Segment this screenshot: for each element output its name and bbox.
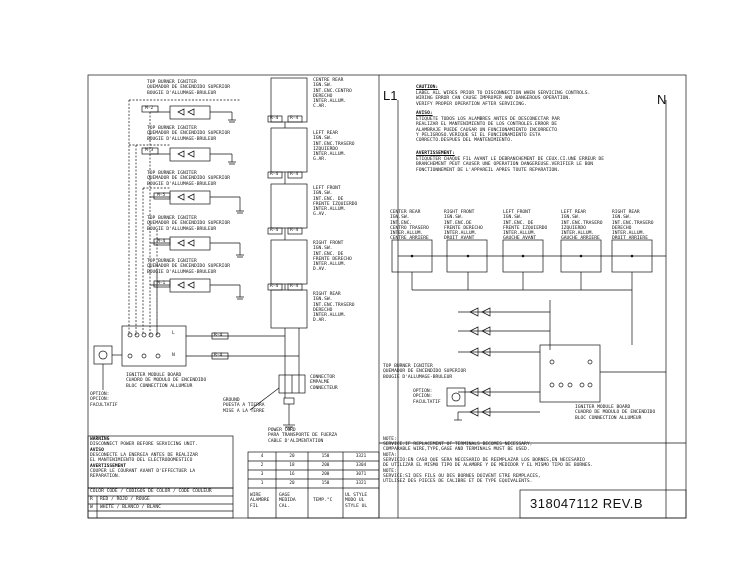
right-module-terminals bbox=[550, 360, 592, 387]
power-cord-label: POWER CORD PARA TRANSPORTE DE FUERZA CABLE D'ALIMENTATION bbox=[268, 428, 338, 444]
note-en-text: SERVICE:IF REPLACEMENT OF TERMINALS BECOMES NECESSARY, COMPARABLE WIRE,TYPE,GAGE AND TERMINALS MUST BE USED. bbox=[383, 442, 533, 453]
color-code-title: COLOR CODE / CODIGOS DE COLOR / CODE COULEUR bbox=[90, 489, 212, 494]
switch-left-front-label: LEFT FRONT IGN.SW. INT.ENC. DE FRENTE IZQUIERDO INTER.ALLUM. G.AV. bbox=[313, 186, 358, 218]
warning-title-en: WARNING bbox=[90, 437, 110, 442]
right-igniter-label: TOP BURNER IGNITER QUEMADOR DE ENCENDIDO SUPERIOR BOUGIE D'ALLUMAGE-BRULEUR bbox=[383, 364, 466, 380]
switch-left-rear-label: LEFT REAR IGN.SW. INT.ENC.TRASERO IZQUIERDO INTER.ALLUM. G.AR. bbox=[313, 131, 355, 163]
right-switch-center-rear: CENTER REAR IGN.SW. INT.ENC. CENTRO TRASERO INTER.ALLUM. CENTRE ARRIERE bbox=[390, 210, 429, 242]
color-code-row-code: W bbox=[90, 505, 93, 510]
wire-table-cell: 2 bbox=[260, 463, 264, 468]
right-switch-left-rear: LEFT REAR IGN.SW. INT.ENC.TRASERO IZQUIERDO INTER.ALLUM. GAUCHE ARRIERE bbox=[561, 210, 603, 242]
warning-text-fr: COUPER LE COURANT AVANT D'EFFECTUER LA REPARATION. bbox=[90, 469, 196, 480]
switch-center-rear-label: CENTRE REAR IGN.SW. INT.ENC.CENTRO DERECHO INTER.ALLUM. C.AR. bbox=[313, 78, 352, 110]
warning-text-en: DISCONNECT POWER BEFORE SERVICING UNIT. bbox=[90, 442, 198, 447]
right-switch-right-front: RIGHT FRONT IGN.SW. INT.ENC.DE FRENTE DERECHO INTER.ALLUM. DROIT AVANT bbox=[444, 210, 483, 242]
igniter-5-label: TOP BURNER IGNITER QUEMADOR DE ENCENDIDO SUPERIOR BOUGIE D'ALLUMAGE-BRULEUR bbox=[147, 259, 230, 275]
avertissement-title: AVERTISSEMENT: bbox=[416, 151, 455, 156]
wire-tag: R-4 bbox=[290, 284, 299, 289]
wire-table-cell: 3304 bbox=[355, 463, 367, 468]
note-es-title: NOTA: bbox=[383, 453, 397, 458]
module-terminals bbox=[128, 333, 160, 358]
switch-right-rear-label: RIGHT REAR IGN.SW. INT.ENC.TRASERO DERECHO INTER.ALLUM. D.AR. bbox=[313, 292, 355, 324]
part-number: 318047112 REV.B bbox=[530, 496, 644, 511]
module-terminal-n: N bbox=[172, 353, 175, 358]
wire-table-cell: 200 bbox=[321, 472, 330, 477]
wire-table-cell: 150 bbox=[321, 454, 330, 459]
wire-table-cell: 3071 bbox=[355, 472, 367, 477]
aviso-title: AVISO: bbox=[416, 111, 433, 116]
caution-text: LABEL ALL WIRES PRIOR TO DISCONNECTION WHEN SERVICING CONTROLS. WIRING ERROR CAN CAUSE IMPROPER AND DANGEROUS OPERATION. VERIFY PROPER OPERATION AFTER SERVICING. bbox=[416, 91, 591, 107]
wire-tag: R-4 bbox=[290, 116, 299, 121]
wire-table-cell: 20 bbox=[289, 481, 295, 486]
r4-tag-boxes bbox=[268, 116, 302, 290]
l1-terminal-label: L1 bbox=[383, 88, 398, 103]
left-switch-boxes bbox=[271, 78, 307, 375]
color-code-row-text: RED / ROJO / ROUGE bbox=[100, 497, 150, 502]
wire-tag: R-4 bbox=[270, 284, 279, 289]
igniter-1-label: TOP BURNER IGNITER QUEMADOR DE ENCENDIDO SUPERIOR BOUGIE D'ALLUMAGE-BRULEUR bbox=[147, 80, 230, 96]
wire-table-header: GAGE MEDIDA CAL. bbox=[279, 493, 296, 509]
wire-table-cell: 3321 bbox=[355, 481, 367, 486]
note-fr-text: SERVICE:SI DES FILS OU DES BORNES DOIVENT ETRE REMPLACES, UTILISEZ DES PIECES DE CALIBRE ET DE TYPE EQUIVALENTS. bbox=[383, 474, 541, 485]
wire-tag: R-4 bbox=[290, 228, 299, 233]
wire-tag: R-4 bbox=[270, 228, 279, 233]
note-fr-title: NOTE: bbox=[383, 469, 397, 474]
wire-table-header: TEMP.°C bbox=[313, 498, 333, 503]
wire-table-cell: 18 bbox=[289, 463, 295, 468]
wire-table-cell: 1 bbox=[260, 481, 264, 486]
igniter-3-tag: M-5 bbox=[157, 193, 166, 198]
wire-table-cell: 3321 bbox=[355, 454, 367, 459]
wire-table-cell: 16 bbox=[289, 472, 295, 477]
igniter-2-label: TOP BURNER IGNITER QUEMADOR DE ENCENDIDO SUPERIOR BOUGIE D'ALLUMAGE-BRULEUR bbox=[147, 126, 230, 142]
wire-table-cell: 150 bbox=[321, 481, 330, 486]
module-board-label: IGNITER MODULE BOARD CUADRO DE MODULO DE ENCENDIDO BLOC CONNECTION ALLUMEUR bbox=[126, 373, 207, 389]
right-module-board bbox=[540, 345, 600, 402]
caution-title: CAUTION: bbox=[416, 85, 439, 90]
right-switch-left-front: LEFT FRONT IGN.SW. INT.ENC. DE FRENTE IZQUIERDO INTER.ALLUM. GAUCHE AVANT bbox=[503, 210, 548, 242]
igniter-5-tag: M-1 bbox=[157, 281, 166, 286]
right-option-label: OPTION: OPCION: FACULTATIF bbox=[413, 389, 441, 405]
note-es-text: SERVICIO:EN CASO QUE SERA NECESARIO DE REEMPLAZAR LOS BORNES,EN NECESARIO DE UTILIZAR EL MISMO TIPO DE ALAMBRE Y DE MEDIDOR Y EL MISMO TIPO DE BORNES. bbox=[383, 458, 594, 469]
igniter-3-label: TOP BURNER IGNITER QUEMADOR DE ENCENDIDO SUPERIOR BOUGIE D'ALLUMAGE-BRULEUR bbox=[147, 171, 230, 187]
switch-right-front-label: RIGHT FRONT IGN.SW. INT.ENC. DE FRENTE DERECHO INTER.ALLUM. D.AV. bbox=[313, 241, 352, 273]
wire-table-cell: 200 bbox=[321, 463, 330, 468]
wire-table-header: UL STYLE MODO UL STYLE UL bbox=[345, 493, 368, 509]
wire-table-cell: 20 bbox=[289, 454, 295, 459]
right-module-label: IGNITER MODULE BOARD CUADRO DE MODULO DE ENCENDIDO BLOC CONNECTION ALLUMEUR bbox=[575, 405, 656, 421]
wire-tag: R-4 bbox=[214, 333, 223, 338]
left-module-board bbox=[122, 326, 186, 366]
ground-label: GROUND PUESTA A TIERRA MISE A LA TERRE bbox=[223, 398, 265, 414]
n-terminal-label: N bbox=[657, 92, 667, 107]
right-igniter-diodes bbox=[454, 308, 550, 420]
wire-tag: R-4 bbox=[290, 172, 299, 177]
connector-label: CONNECTOR EMPALME CONNECTEUR bbox=[310, 375, 338, 391]
color-code-row-code: R bbox=[90, 497, 93, 502]
option-label: OPTION: OPCION: FACULTATIF bbox=[90, 392, 118, 408]
warning-title-es: AVISO bbox=[90, 448, 104, 453]
color-code-row-text: WHITE / BLANCO / BLANC bbox=[100, 505, 161, 510]
igniter-1-tag: M-2 bbox=[145, 106, 154, 111]
wire-table-cell: 4 bbox=[260, 454, 264, 459]
wire-table-cell: 3 bbox=[260, 472, 264, 477]
igniter-4-label: TOP BURNER IGNITER QUEMADOR DE ENCENDIDO SUPERIOR BOUGIE D'ALLUMAGE-BRULEUR bbox=[147, 216, 230, 232]
note-en-title: NOTE: bbox=[383, 437, 397, 442]
igniter-4-tag: M-4 bbox=[157, 239, 166, 244]
wire-tag: R-4 bbox=[214, 353, 223, 358]
module-terminal-l: L bbox=[172, 331, 175, 336]
wire-tag: R-4 bbox=[270, 172, 279, 177]
aviso-text: ETIQUETE TODOS LOS ALAMBRES ANTES DE DESCONECTAR PAR REALIZAR EL MANTENIMIENTO DE LOS CONTROLES.ERROR DE ALAMBRAJE PUEDE CAUSAR UN FUNCIONAMIENTO INCORRECTO Y PELIGROSO.VERIQUE SI EL FUNCIONAMIENTO ESTA CORRECTO.DESPUES DEL MANTENIMIENTO. bbox=[416, 117, 560, 144]
wire-tag: R-4 bbox=[270, 116, 279, 121]
warning-title-fr: AVERTISSEMENT bbox=[90, 464, 126, 469]
igniter-2-tag: M-3 bbox=[145, 148, 154, 153]
avertissement-text: ETIQUETER CHAQUE FIL AVANT LE DEBRANCHEMENT DE CEUX.CI.UNE ERREUR DE BRANCHEMENT PEUT CAUSER UNE OPERATION DANGEREUSE.VERIFIER LE BON FONCTIONNEMENT DE L'APPAREIL APRES TOUTE REPARATION. bbox=[416, 157, 605, 173]
right-switch-right-rear: RIGHT REAR IGN.SW. INT.ENC.TRASERO DERECHO INTER.ALLUM. DROIT ARRIERE bbox=[612, 210, 654, 242]
warning-text-es: DESCONECTE LA ENERGIA ANTES DE REALIZAR EL MANTENIMIENTO DEL ELECTRODOMESTICO bbox=[90, 453, 198, 464]
right-switch-wires bbox=[398, 256, 666, 372]
wire-table-header: WIRE ALAMBRE FIL bbox=[250, 493, 270, 509]
